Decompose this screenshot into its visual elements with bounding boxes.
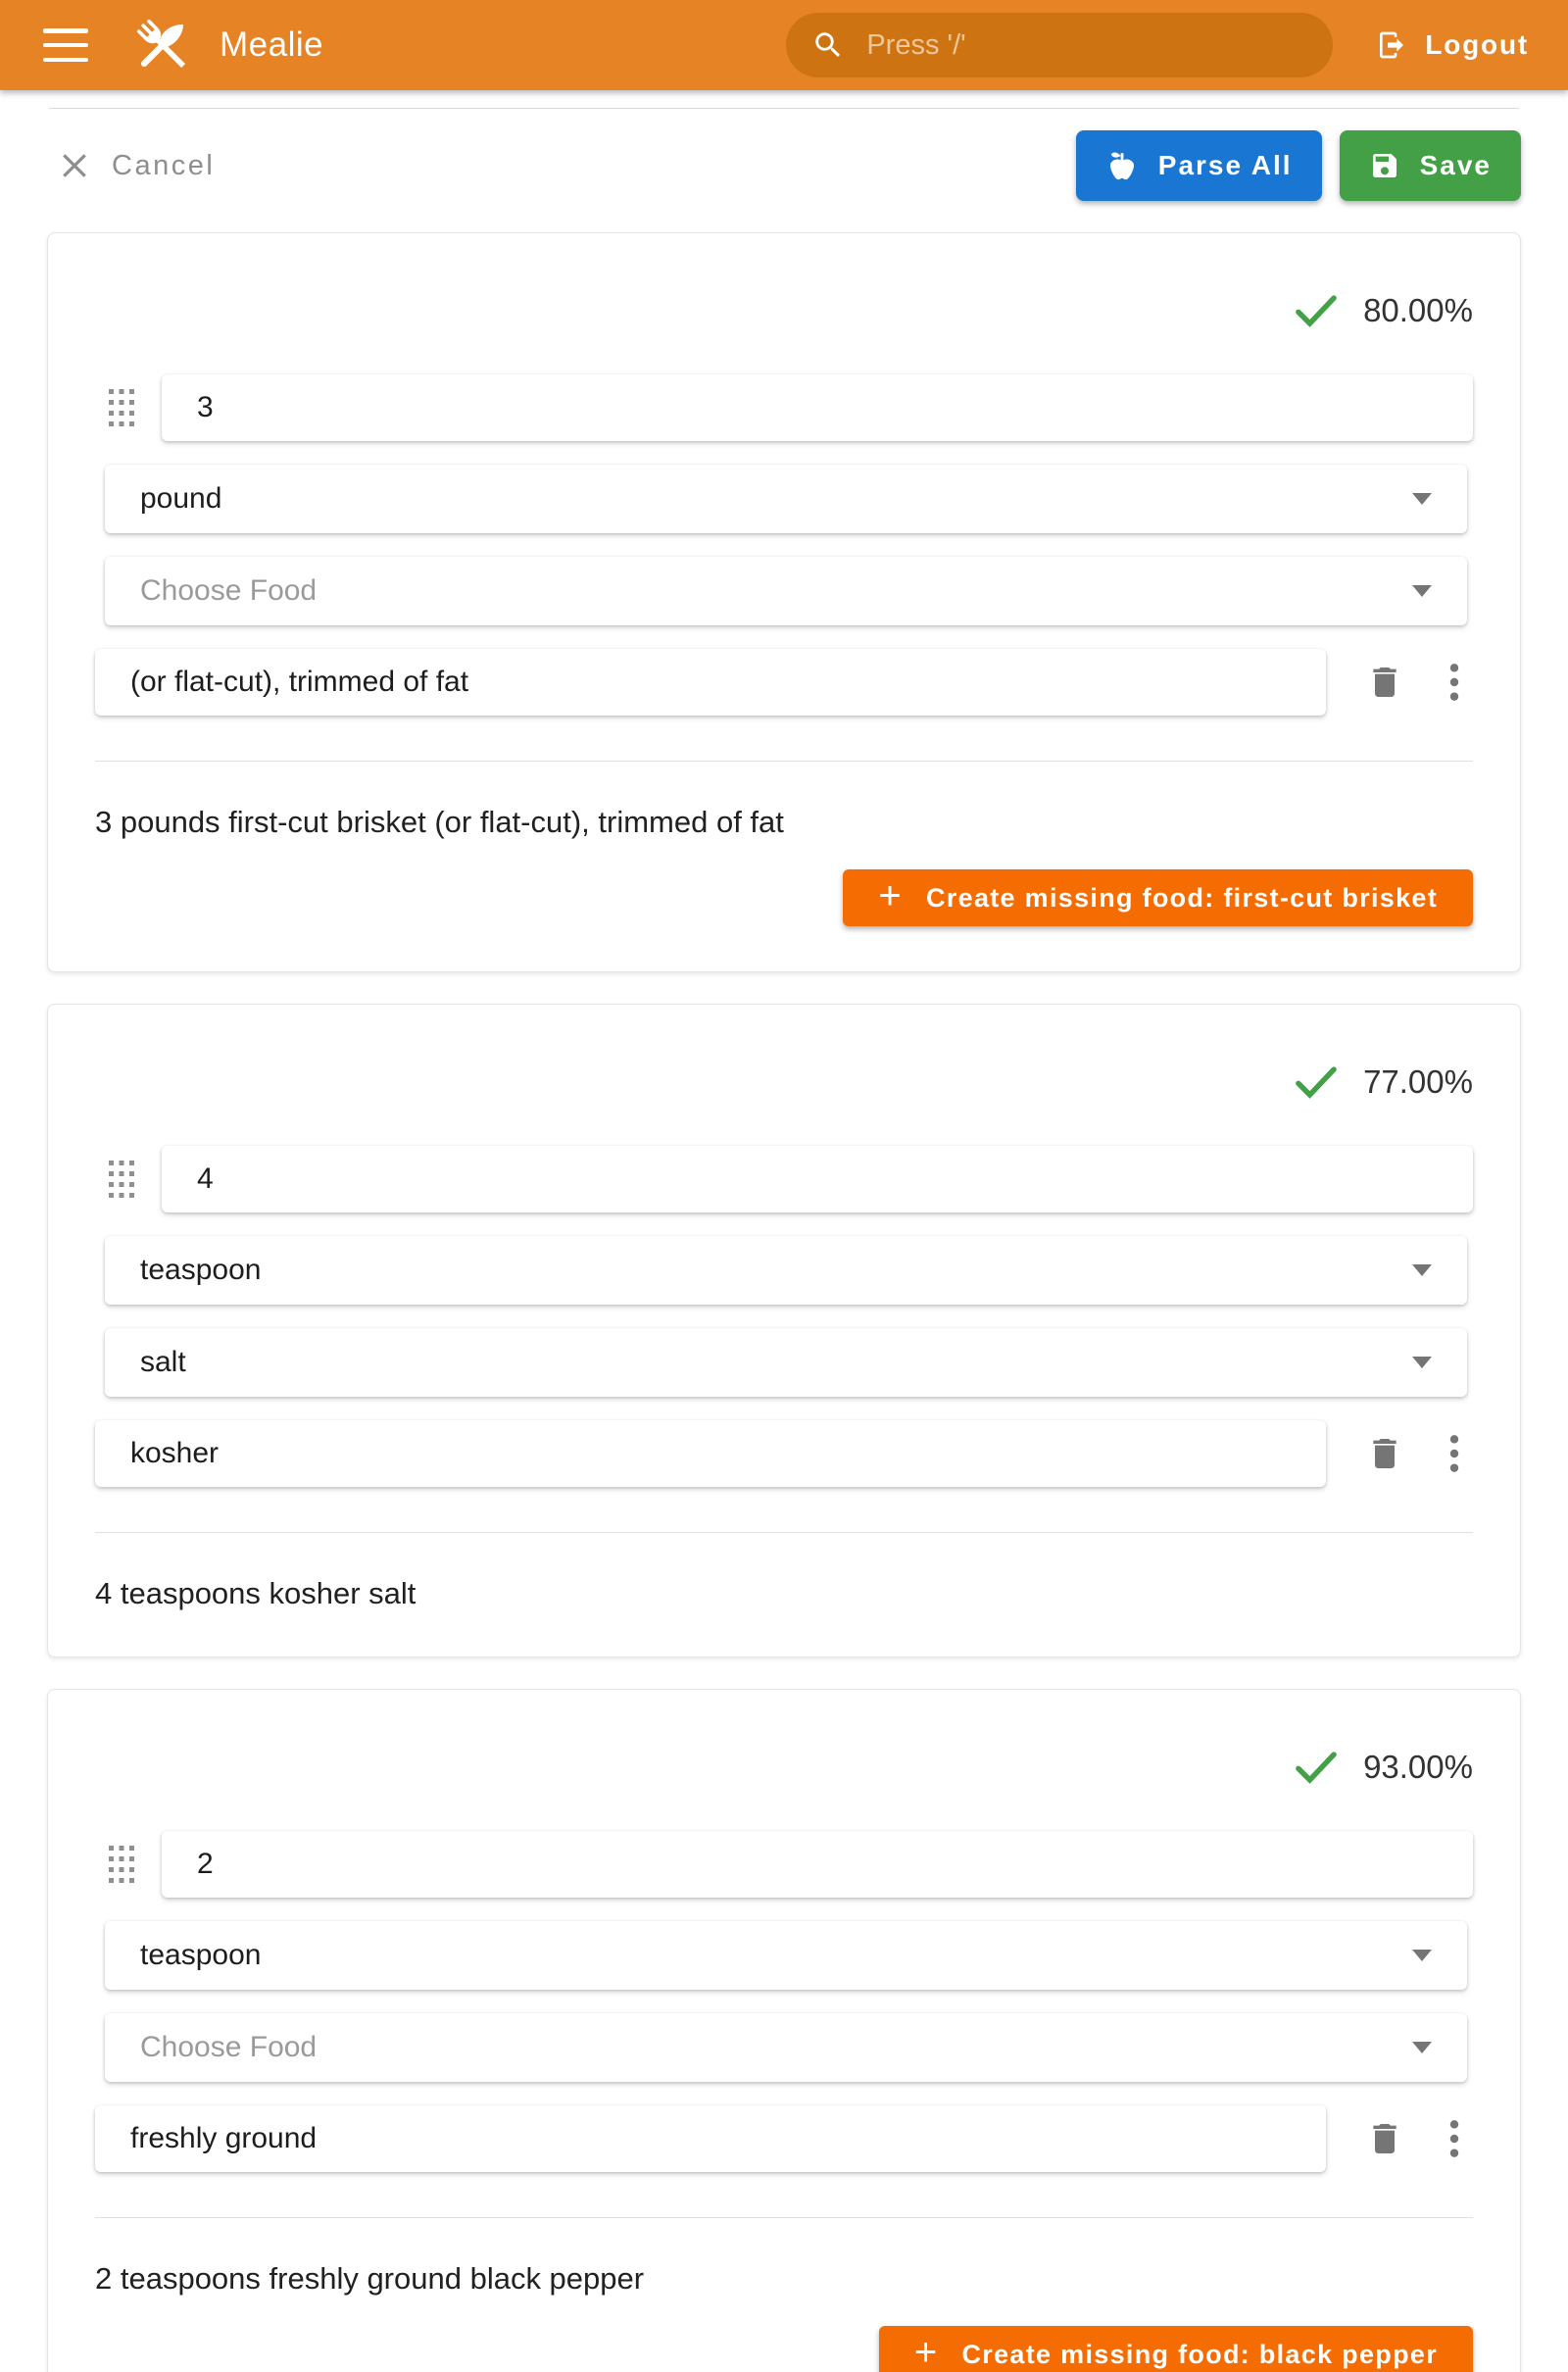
trash-icon xyxy=(1365,663,1404,702)
parse-all-button[interactable] xyxy=(1076,130,1322,201)
unit-select[interactable] xyxy=(105,465,1467,533)
card-divider xyxy=(95,2217,1473,2218)
kebab-icon xyxy=(1447,661,1461,704)
confidence-check-icon xyxy=(1295,294,1338,327)
ingredient-card xyxy=(47,1004,1521,1657)
food-select[interactable] xyxy=(105,557,1467,625)
note-input[interactable] xyxy=(95,2105,1326,2172)
chevron-down-icon xyxy=(1412,1357,1432,1368)
note-input[interactable] xyxy=(95,1420,1326,1487)
ingredient-card xyxy=(47,1689,1521,2372)
app-logo-icon xyxy=(131,14,194,76)
confidence-value: 77.00% xyxy=(1363,1063,1473,1100)
create-missing-food-button[interactable] xyxy=(843,869,1473,926)
logout-label: Logout xyxy=(1425,29,1529,60)
close-icon xyxy=(59,150,90,181)
save-icon xyxy=(1369,150,1400,181)
original-ingredient-text: 3 pounds first-cut brisket (or flat-cut), trimmed of fat xyxy=(95,805,784,839)
food-value: salt xyxy=(140,1346,186,1378)
food-select[interactable] xyxy=(105,1328,1467,1397)
drag-handle-icon[interactable] xyxy=(107,386,136,429)
cancel-button[interactable] xyxy=(47,150,215,182)
kebab-icon xyxy=(1447,1432,1461,1475)
unit-value: teaspoon xyxy=(140,1939,262,1971)
more-options-button[interactable] xyxy=(1447,2117,1461,2160)
parse-all-label: Parse All xyxy=(1157,150,1293,180)
menu-icon[interactable] xyxy=(43,28,88,62)
unit-select[interactable] xyxy=(105,1921,1467,1990)
plus-icon: + xyxy=(878,874,904,917)
create-missing-food-button[interactable] xyxy=(879,2326,1473,2372)
note-value: freshly ground xyxy=(130,2122,318,2154)
confidence-value: 80.00% xyxy=(1363,292,1473,328)
delete-button[interactable] xyxy=(1365,2119,1404,2158)
quantity-value: 2 xyxy=(197,1848,214,1880)
quantity-value: 4 xyxy=(197,1162,214,1195)
unit-select[interactable] xyxy=(105,1236,1467,1305)
more-options-button[interactable] xyxy=(1447,1432,1461,1475)
app-title: Mealie xyxy=(220,25,324,64)
quantity-input[interactable] xyxy=(162,374,1473,441)
ingredient-parser-page xyxy=(0,108,1568,2372)
save-label: Save xyxy=(1419,150,1492,180)
unit-value: teaspoon xyxy=(140,1254,262,1286)
kebab-icon xyxy=(1447,2117,1461,2160)
more-options-button[interactable] xyxy=(1447,661,1461,704)
save-button[interactable] xyxy=(1340,130,1521,201)
search-placeholder: Press '/' xyxy=(866,28,966,61)
delete-button[interactable] xyxy=(1365,663,1404,702)
plus-icon: + xyxy=(913,2331,939,2372)
create-missing-food-label: Create missing food: black pepper xyxy=(961,2339,1438,2369)
confidence-check-icon xyxy=(1295,1065,1338,1099)
chevron-down-icon xyxy=(1412,493,1432,505)
chevron-down-icon xyxy=(1412,1264,1432,1276)
delete-button[interactable] xyxy=(1365,1434,1404,1473)
app-bar xyxy=(0,0,1568,90)
quantity-input[interactable] xyxy=(162,1831,1473,1898)
confidence-check-icon xyxy=(1295,1751,1338,1784)
confidence-value: 93.00% xyxy=(1363,1749,1473,1785)
ingredient-card xyxy=(47,232,1521,972)
cancel-label: Cancel xyxy=(112,149,216,181)
apple-icon xyxy=(1105,149,1139,182)
note-value: (or flat-cut), trimmed of fat xyxy=(130,666,469,698)
note-input[interactable] xyxy=(95,649,1326,716)
chevron-down-icon xyxy=(1412,1950,1432,1961)
create-missing-food-label: Create missing food: first-cut brisket xyxy=(926,882,1438,913)
search-input[interactable] xyxy=(786,13,1333,77)
unit-value: pound xyxy=(140,482,222,515)
logout-button[interactable] xyxy=(1376,29,1529,61)
note-value: kosher xyxy=(130,1437,220,1469)
original-ingredient-text: 4 teaspoons kosher salt xyxy=(95,1576,416,1610)
card-divider xyxy=(95,1532,1473,1533)
food-select[interactable] xyxy=(105,2013,1467,2082)
drag-handle-icon[interactable] xyxy=(107,1843,136,1886)
page-divider xyxy=(49,108,1519,109)
food-placeholder: Choose Food xyxy=(140,2031,318,2063)
logout-icon xyxy=(1376,29,1407,61)
trash-icon xyxy=(1365,2119,1404,2158)
food-placeholder: Choose Food xyxy=(140,574,318,607)
original-ingredient-text: 2 teaspoons freshly ground black pepper xyxy=(95,2261,645,2296)
chevron-down-icon xyxy=(1412,2042,1432,2053)
parser-toolbar xyxy=(47,130,1521,201)
card-divider xyxy=(95,761,1473,762)
quantity-value: 3 xyxy=(197,391,214,423)
chevron-down-icon xyxy=(1412,585,1432,597)
drag-handle-icon[interactable] xyxy=(107,1158,136,1201)
search-icon xyxy=(811,28,845,62)
trash-icon xyxy=(1365,1434,1404,1473)
quantity-input[interactable] xyxy=(162,1146,1473,1212)
